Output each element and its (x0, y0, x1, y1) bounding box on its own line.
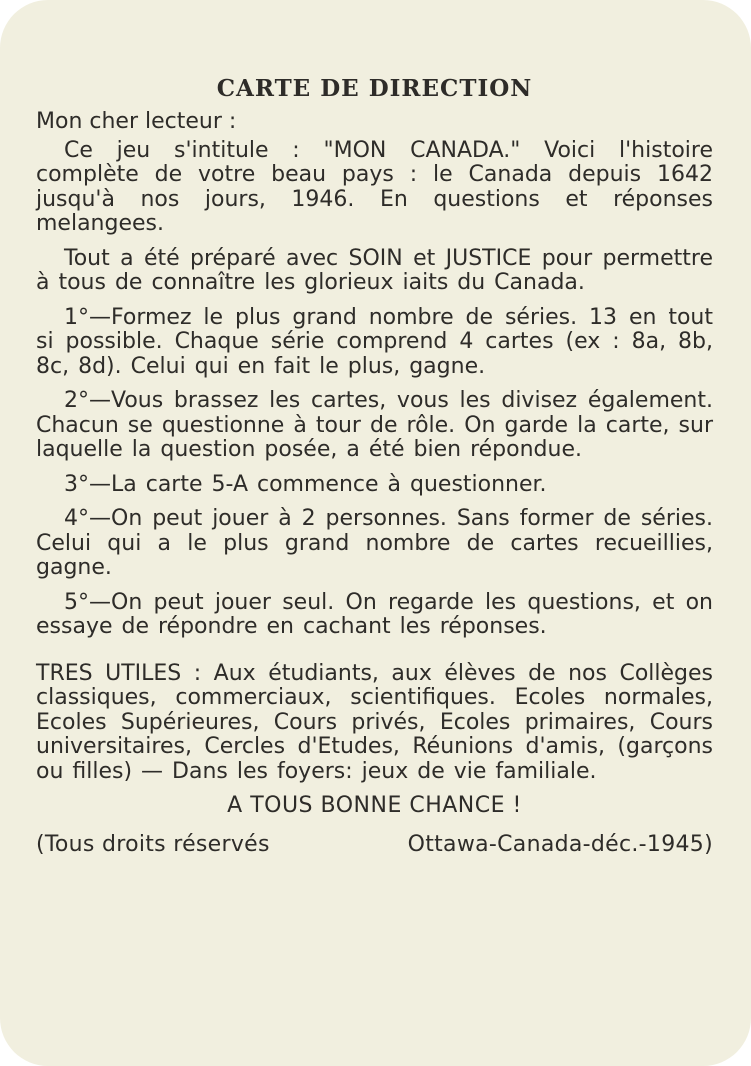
card-title: CARTE DE DIRECTION (216, 75, 533, 102)
rule-2-paragraph: 2°—Vous brassez les cartes, vous les divisez également. Chacun se questionne à tour de rôle. On garde la carte, sur laquelle la question posée, a été bien répondue. (36, 388, 713, 462)
preparation-paragraph: Tout a été préparé avec SOIN et JUSTICE pour permettre à tous de connaître les glorieux iaits du Canada. (36, 245, 713, 295)
useful-paragraph: TRES UTILES : Aux étudiants, aux élèves de nos Collèges classiques, commerciaux, scientifiques. Ecoles normales, Ecoles Supérieures, Cours privés, Ecoles primaires, Cours universitaires, Cercles d'Etudes, Réunions d'amis, (garçons ou filles) — Dans les foyers: jeux de vie familiale. (36, 660, 713, 784)
rule-4-paragraph: 4°—On peut jouer à 2 personnes. Sans former de séries. Celui qui a le plus grand nombre de cartes recueillies, gagne. (36, 506, 713, 580)
place-date-text: Ottawa-Canada-déc.-1945) (407, 831, 713, 857)
closing-line: A TOUS BONNE CHANCE ! (227, 793, 522, 818)
rights-line (36, 833, 713, 858)
rights-reserved-text: (Tous droits réservés (36, 831, 270, 857)
rule-3-paragraph: 3°—La carte 5-A commence à questionner. (64, 471, 547, 497)
rule-1-paragraph: 1°—Formez le plus grand nombre de séries. 13 en tout si possible. Chaque série comprend 4 cartes (ex : 8a, 8b, 8c, 8d). Celui qui en fait le plus, gagne. (36, 304, 713, 379)
intro-paragraph: Ce jeu s'intitule : "MON CANADA." Voici l'histoire complète de votre beau pays : le Canada depuis 1642 jusqu'à nos jours, 1946. En questions et réponses melangees. (36, 137, 713, 236)
rule-5-paragraph: 5°—On peut jouer seul. On regarde les questions, et on essaye de répondre en cachant les réponses. (36, 589, 713, 639)
salutation: Mon cher lecteur : (36, 109, 237, 134)
